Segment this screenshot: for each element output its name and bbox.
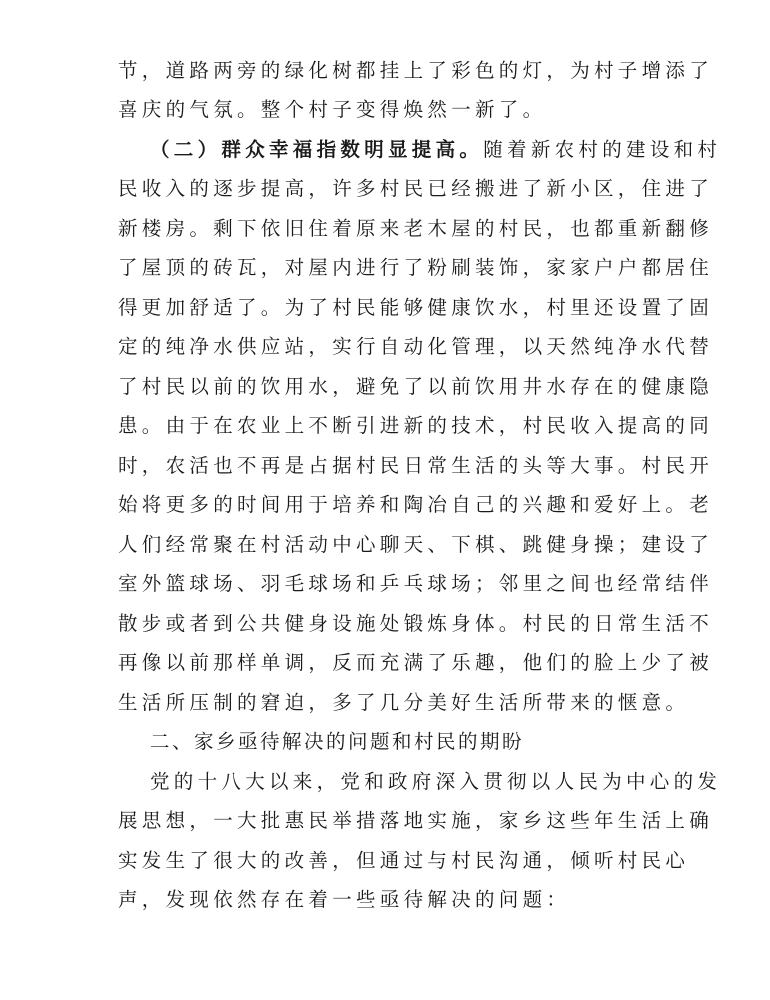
paragraph-line: 定的纯净水供应站，实行自动化管理，以天然纯净水代替 (118, 335, 714, 358)
paragraph-line: 实发生了很大的改善，但通过与村民沟通，倾听村民心 (118, 849, 690, 872)
paragraph-line: 党的十八大以来，党和政府深入贯彻以人民为中心的发 (150, 770, 722, 793)
paragraph-line: 声，发现依然存在着一些亟待解决的问题： (118, 888, 571, 911)
paragraph-line: 再像以前那样单调，反而充满了乐趣，他们的脸上少了被 (118, 651, 714, 674)
subheading-line (150, 138, 721, 162)
paragraph-line: 民收入的逐步提高，许多村民已经搬进了新小区，住进了 (118, 177, 714, 200)
paragraph-line: 始将更多的时间用于培养和陶冶自己的兴趣和爱好上。老 (118, 493, 714, 516)
paragraph-line: 了村民以前的饮用水，避免了以前饮用井水存在的健康隐 (118, 375, 714, 398)
paragraph-line: 喜庆的气氛。整个村子变得焕然一新了。 (118, 98, 547, 121)
paragraph-line: 生活所压制的窘迫，多了几分美好生活所带来的惬意。 (118, 691, 690, 714)
paragraph-line: 了屋顶的砖瓦，对屋内进行了粉刷装饰，家家户户都居住 (118, 256, 714, 279)
paragraph-line: 时，农活也不再是占据村民日常生活的头等大事。村民开 (118, 454, 714, 477)
paragraph-line: 患。由于在农业上不断引进新的技术，村民收入提高的同 (118, 414, 714, 437)
paragraph-line: 室外篮球场、羽毛球场和乒乓球场；邻里之间也经常结伴 (118, 572, 714, 595)
paragraph-line: 人们经常聚在村活动中心聊天、下棋、跳健身操；建设了 (118, 533, 714, 556)
subheading-marker: （二） (150, 138, 222, 161)
paragraph-line: 新楼房。剩下依旧住着原来老木屋的村民，也都重新翻修 (118, 217, 714, 240)
paragraph-line: 散步或者到公共健身设施处锻炼身体。村民的日常生活不 (118, 612, 714, 635)
paragraph-text: 随着新农村的建设和村 (483, 138, 722, 161)
section-heading: 二、家乡亟待解决的问题和村民的期盼 (150, 730, 525, 753)
paragraph-line: 展思想，一大批惠民举措落地实施，家乡这些年生活上确 (118, 809, 714, 832)
subheading-title: 群众幸福指数明显提高。 (221, 138, 484, 161)
paragraph-line: 节，道路两旁的绿化树都挂上了彩色的灯，为村子增添了 (118, 59, 714, 82)
paragraph-line: 得更加舒适了。为了村民能够健康饮水，村里还设置了固 (118, 296, 714, 319)
